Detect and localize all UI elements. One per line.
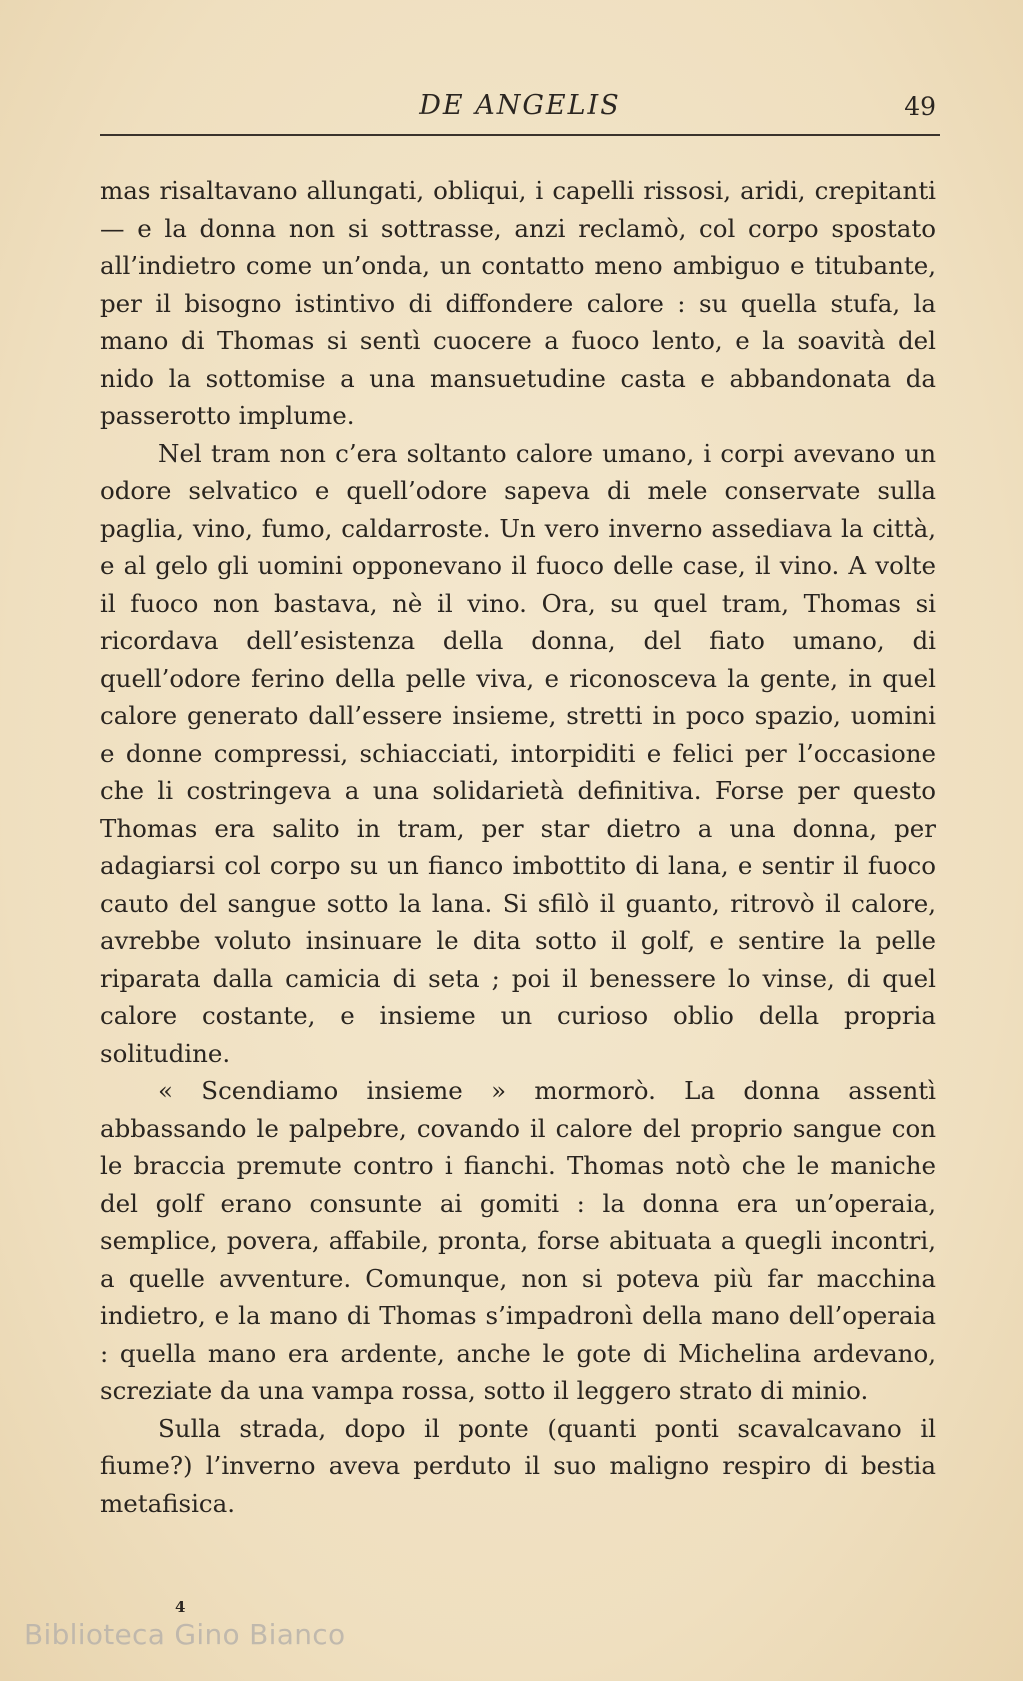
library-watermark: Biblioteca Gino Bianco (24, 1618, 346, 1651)
paragraph-4: Sulla strada, dopo il ponte (quanti ponti scavalcavano il fiume?) l’inverno aveva perduto il suo maligno respiro di bestia metafisica. (100, 1413, 936, 1518)
running-title: DE ANGELIS (419, 90, 621, 121)
signature-mark: 4 (175, 1598, 186, 1616)
paragraph-1: mas risaltavano allungati, obliqui, i capelli rissosi, aridi, crepitanti — e la donna non si sottrasse, anzi reclamò, col corpo spostato all’indietro come un’onda, un contatto meno ambiguo e titubante, per il bisogno istintivo di diffondere calore : su quella stufa, la mano di Thomas si sentì cuocere a fuoco lento, e la soavità del nido la sottomise a una mansuetudine casta e abbandonata da passerotto implume. (100, 176, 936, 430)
page-number: 49 (904, 92, 936, 121)
header-rule (100, 134, 940, 136)
body-text (100, 172, 936, 1522)
page-header (100, 84, 940, 124)
paragraph-3: « Scendiamo insieme » mormorò. La donna assentì abbassando le palpebre, covando il calore del proprio sangue con le braccia premute contro i fianchi. Thomas notò che le maniche del golf erano consunte ai gomiti : la donna era un’operaia, semplice, povera, affabile, pronta, forse abituata a quegli incontri, a quelle avventure. Comunque, non si poteva più far macchina indietro, e la mano di Thomas s’impadronì della mano dell’operaia : quella mano era ardente, anche le gote di Michelina ardevano, screziate da una vampa rossa, sotto il leggero strato di minio. (100, 1076, 936, 1405)
paragraph-2: Nel tram non c’era soltanto calore umano, i corpi avevano un odore selvatico e quell’odore sapeva di mele conservate sulla paglia, vino, fumo, caldarroste. Un vero inverno assediava la città, e al gelo gli uomini opponevano il fuoco delle case, il vino. A volte il fuoco non bastava, nè il vino. Ora, su quel tram, Thomas si ricordava dell’esistenza della donna, del fiato umano, di quell’odore ferino della pelle viva, e riconosceva la gente, in quel calore generato dall’essere insieme, stretti in poco spazio, uomini e donne compressi, schiacciati, intorpiditi e felici per l’occasione che li costringeva a una solidarietà definitiva. Forse per questo Thomas era salito in tram, per star dietro a una donna, per adagiarsi col corpo su un fianco imbottito di lana, e sentir il fuoco cauto del sangue sotto la lana. Si sfilò il guanto, ritrovò il calore, avrebbe voluto insinuare le dita sotto il golf, e sentire la pelle riparata dalla camicia di seta ; poi il benessere lo vinse, di quel calore costante, e insieme un curioso oblio della propria solitudine. (100, 438, 936, 1068)
